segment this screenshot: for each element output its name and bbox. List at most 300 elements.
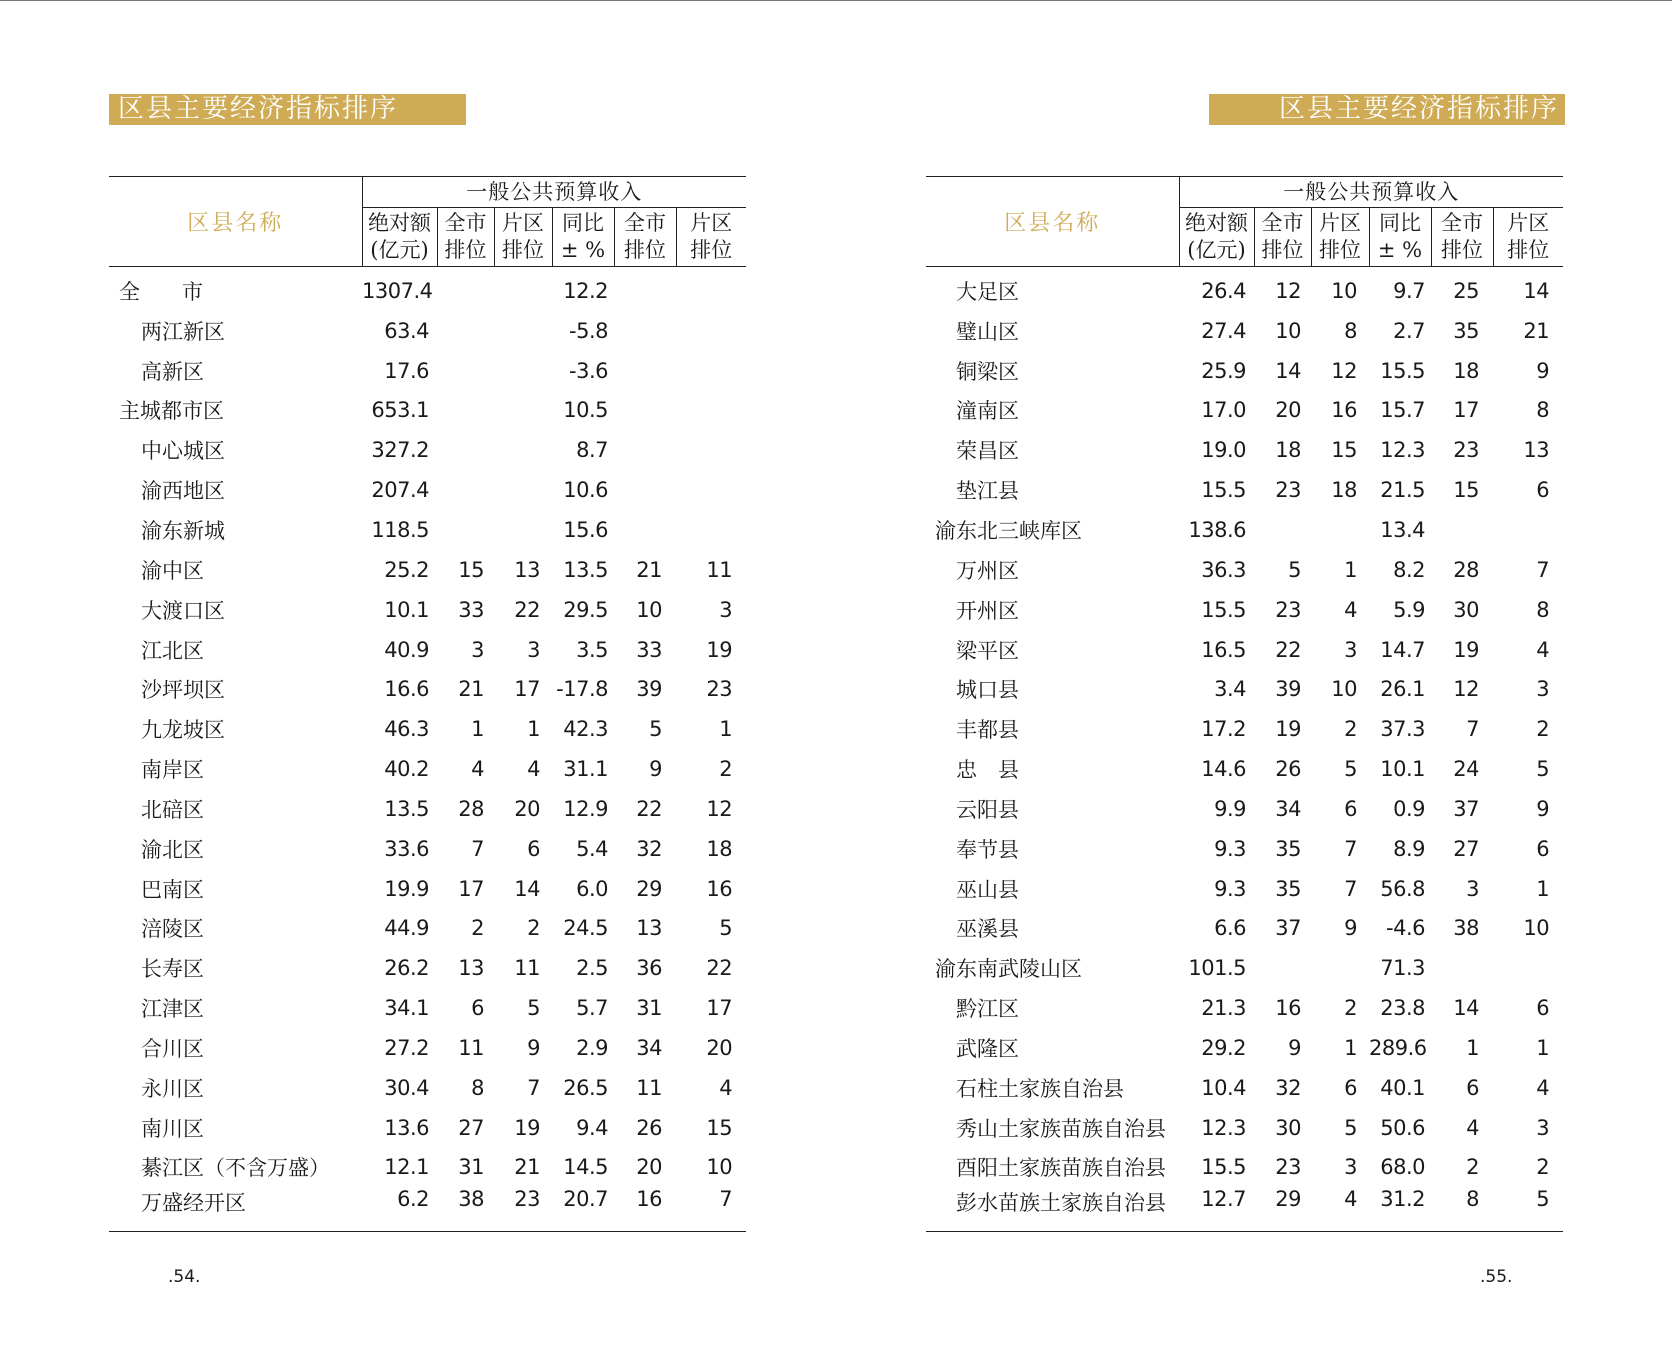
amount-cell: 27.2 <box>384 1035 429 1060</box>
yoy-pct-cell: 2.7 <box>1393 318 1425 343</box>
yoy-zone-rank-cell: 4 <box>1536 1075 1550 1100</box>
table-row <box>926 470 1563 510</box>
yoy-zone-rank-cell <box>1493 510 1563 550</box>
table-row <box>926 311 1563 351</box>
zone-rank-cell <box>1311 948 1369 988</box>
city-rank-cell: 27 <box>458 1115 484 1140</box>
yoy-pct-cell: -5.8 <box>569 318 608 343</box>
table-row <box>109 1187 746 1232</box>
zone-rank-cell: 18 <box>1331 478 1357 503</box>
yoy-city-rank-cell: 22 <box>636 796 662 821</box>
yoy-pct-cell: 20.7 <box>552 1187 614 1232</box>
city-rank-cell <box>437 351 494 391</box>
yoy-city-rank-cell: 17 <box>1453 398 1479 423</box>
amount-cell: 44.9 <box>384 916 429 941</box>
yoy-pct-cell: 10.1 <box>1380 757 1425 782</box>
amount-cell: 40.2 <box>384 757 429 782</box>
table-row <box>109 550 746 590</box>
city-rank-cell: 5 <box>1288 557 1301 582</box>
yoy-pct-cell: 2.5 <box>576 956 608 981</box>
column-header: 片区 排位 <box>676 208 746 267</box>
yoy-zone-rank-cell: 6 <box>1536 996 1550 1021</box>
district-name-cell: 南岸区 <box>141 758 204 783</box>
yoy-city-rank-cell <box>614 267 676 311</box>
yoy-city-rank-cell: 24 <box>1453 757 1479 782</box>
yoy-pct-cell: 26.1 <box>1380 677 1425 702</box>
yoy-pct-cell: 0.9 <box>1393 796 1425 821</box>
column-header: 同比 ± % <box>552 208 614 267</box>
amount-cell: 19.9 <box>384 876 429 901</box>
yoy-city-rank-cell: 5 <box>649 717 662 742</box>
amount-cell: 6.6 <box>1214 916 1246 941</box>
amount-cell: 1307.4 <box>362 278 433 303</box>
yoy-pct-cell: 13.4 <box>1380 517 1425 542</box>
yoy-zone-rank-cell <box>676 391 746 431</box>
yoy-zone-rank-cell: 13 <box>1523 438 1550 463</box>
city-rank-cell <box>437 470 494 510</box>
yoy-zone-rank-cell: 8 <box>1536 398 1550 423</box>
amount-cell: 40.9 <box>384 637 429 662</box>
yoy-zone-rank-cell: 9 <box>1536 358 1550 383</box>
city-rank-cell: 4 <box>471 757 484 782</box>
yoy-city-rank-cell: 10 <box>636 597 662 622</box>
yoy-city-rank-cell: 1 <box>1466 1035 1479 1060</box>
zone-rank-cell: 14 <box>514 876 540 901</box>
yoy-zone-rank-cell <box>676 430 746 470</box>
yoy-pct-cell: 71.3 <box>1380 956 1425 981</box>
amount-cell: 25.2 <box>384 557 429 582</box>
yoy-pct-cell: 12.9 <box>563 796 608 821</box>
yoy-zone-rank-cell: 7 <box>1536 557 1550 582</box>
zone-rank-cell: 17 <box>514 677 540 702</box>
zone-rank-cell: 6 <box>1344 1075 1357 1100</box>
table-row <box>926 909 1563 949</box>
table-row <box>926 988 1563 1028</box>
zone-rank-cell <box>494 311 552 351</box>
yoy-city-rank-cell: 14 <box>1453 996 1479 1021</box>
amount-cell: 36.3 <box>1201 557 1246 582</box>
city-rank-cell: 30 <box>1275 1115 1301 1140</box>
zone-rank-cell: 9 <box>1344 916 1357 941</box>
yoy-zone-rank-cell: 18 <box>706 836 733 861</box>
district-name-cell: 巴南区 <box>141 877 204 902</box>
yoy-pct-cell: 31.2 <box>1369 1187 1431 1232</box>
yoy-city-rank-cell: 18 <box>1453 358 1479 383</box>
table-row <box>109 391 746 431</box>
district-name-cell: 丰都县 <box>956 718 1019 743</box>
yoy-pct-cell: 12.3 <box>1380 438 1425 463</box>
district-name-cell: 荣昌区 <box>956 439 1019 464</box>
yoy-city-rank-cell: 29 <box>636 876 662 901</box>
amount-cell: 12.7 <box>1179 1187 1254 1232</box>
yoy-pct-cell: 8.9 <box>1393 836 1425 861</box>
district-name-cell: 江北区 <box>141 638 204 663</box>
zone-rank-cell: 20 <box>514 796 540 821</box>
table-row <box>926 267 1563 311</box>
yoy-city-rank-cell: 20 <box>636 1155 662 1180</box>
column-header: 片区 排位 <box>1311 208 1369 267</box>
yoy-zone-rank-cell: 2 <box>1536 717 1550 742</box>
zone-rank-cell: 6 <box>527 836 540 861</box>
amount-cell: 15.5 <box>1201 597 1246 622</box>
yoy-city-rank-cell <box>614 311 676 351</box>
zone-rank-cell <box>494 391 552 431</box>
yoy-city-rank-cell: 31 <box>636 996 662 1021</box>
table-row <box>109 630 746 670</box>
table-row <box>109 1068 746 1108</box>
district-name-cell: 万州区 <box>956 558 1019 583</box>
zone-rank-cell: 3 <box>527 637 540 662</box>
yoy-zone-rank-cell: 6 <box>1536 836 1550 861</box>
district-name-cell: 垫江县 <box>956 479 1019 504</box>
yoy-zone-rank-cell: 4 <box>1536 637 1550 662</box>
yoy-zone-rank-cell: 4 <box>719 1075 733 1100</box>
table-row <box>109 869 746 909</box>
city-rank-cell: 22 <box>1275 637 1301 662</box>
yoy-city-rank-cell: 11 <box>636 1075 662 1100</box>
yoy-city-rank-cell: 4 <box>1466 1115 1479 1140</box>
amount-cell: 14.6 <box>1201 757 1246 782</box>
city-rank-cell: 29 <box>1254 1187 1311 1232</box>
district-name-cell: 石柱土家族自治县 <box>956 1076 1124 1101</box>
yoy-pct-cell: 29.5 <box>563 597 608 622</box>
table-row <box>926 749 1563 789</box>
table-row <box>926 948 1563 988</box>
table-row <box>926 510 1563 550</box>
district-name-cell: 彭水苗族土家族自治县 <box>926 1187 1179 1232</box>
yoy-pct-cell: 42.3 <box>563 717 608 742</box>
city-rank-cell <box>437 311 494 351</box>
city-rank-cell: 6 <box>471 996 484 1021</box>
zone-rank-cell: 5 <box>1344 757 1357 782</box>
yoy-pct-cell: 12.2 <box>563 278 608 303</box>
name-column-header: 区县名称 <box>926 177 1179 267</box>
yoy-zone-rank-cell <box>1493 948 1563 988</box>
yoy-zone-rank-cell: 3 <box>719 597 733 622</box>
city-rank-cell: 31 <box>458 1155 484 1180</box>
city-rank-cell: 34 <box>1275 796 1301 821</box>
yoy-city-rank-cell: 36 <box>636 956 662 981</box>
yoy-zone-rank-cell: 3 <box>1536 1115 1550 1140</box>
yoy-zone-rank-cell: 1 <box>1536 876 1550 901</box>
amount-cell: 101.5 <box>1188 956 1246 981</box>
yoy-city-rank-cell: 27 <box>1453 836 1479 861</box>
table-row <box>109 789 746 829</box>
table-row <box>926 550 1563 590</box>
amount-cell: 12.3 <box>1201 1115 1246 1140</box>
table-row <box>926 709 1563 749</box>
city-rank-cell: 23 <box>1275 597 1301 622</box>
district-name-cell: 渝中区 <box>141 558 204 583</box>
zone-rank-cell <box>1311 510 1369 550</box>
district-name-cell: 璧山区 <box>956 319 1019 344</box>
yoy-zone-rank-cell: 2 <box>1536 1155 1550 1180</box>
yoy-zone-rank-cell: 5 <box>719 916 733 941</box>
amount-cell: 26.4 <box>1201 278 1246 303</box>
table-row <box>109 1108 746 1148</box>
amount-cell: 16.6 <box>384 677 429 702</box>
zone-rank-cell: 11 <box>514 956 540 981</box>
yoy-pct-cell: 10.6 <box>563 478 608 503</box>
column-header: 全市 排位 <box>1254 208 1311 267</box>
table-row <box>109 749 746 789</box>
yoy-zone-rank-cell: 5 <box>1536 757 1550 782</box>
district-name-cell: 忠 县 <box>956 758 1019 783</box>
city-rank-cell: 8 <box>471 1075 484 1100</box>
yoy-zone-rank-cell: 10 <box>706 1155 733 1180</box>
yoy-pct-cell: 14.7 <box>1380 637 1425 662</box>
district-name-cell: 綦江区（不含万盛） <box>141 1156 330 1181</box>
yoy-zone-rank-cell <box>676 470 746 510</box>
city-rank-cell: 32 <box>1275 1075 1301 1100</box>
yoy-zone-rank-cell: 6 <box>1536 478 1550 503</box>
yoy-pct-cell: 10.5 <box>563 398 608 423</box>
yoy-zone-rank-cell: 5 <box>1493 1187 1563 1232</box>
amount-cell: 13.5 <box>384 796 429 821</box>
district-name-cell: 沙坪坝区 <box>141 678 225 703</box>
district-name-cell: 渝东新城 <box>141 518 225 543</box>
yoy-city-rank-cell: 7 <box>1466 717 1479 742</box>
yoy-zone-rank-cell: 7 <box>676 1187 746 1232</box>
city-rank-cell: 13 <box>458 956 484 981</box>
yoy-city-rank-cell: 33 <box>636 637 662 662</box>
yoy-city-rank-cell: 23 <box>1453 438 1479 463</box>
right-ranking-table <box>926 176 1563 1232</box>
zone-rank-cell <box>494 510 552 550</box>
table-row <box>109 351 746 391</box>
table-row <box>109 709 746 749</box>
district-name-cell: 渝西地区 <box>141 479 225 504</box>
district-name-cell: 黔江区 <box>956 997 1019 1022</box>
table-row <box>109 909 746 949</box>
city-rank-cell: 17 <box>458 876 484 901</box>
yoy-pct-cell: 8.2 <box>1393 557 1425 582</box>
district-name-cell: 全 市 <box>119 279 203 304</box>
city-rank-cell: 35 <box>1275 876 1301 901</box>
amount-cell: 27.4 <box>1201 318 1246 343</box>
yoy-city-rank-cell: 25 <box>1453 278 1479 303</box>
yoy-zone-rank-cell: 16 <box>706 876 733 901</box>
yoy-city-rank-cell: 28 <box>1453 557 1479 582</box>
district-name-cell: 渝东北三峡库区 <box>935 518 1082 543</box>
district-name-cell: 长寿区 <box>141 957 204 982</box>
left-ranking-table <box>109 176 746 1232</box>
yoy-zone-rank-cell: 22 <box>706 956 733 981</box>
table-row <box>109 669 746 709</box>
zone-rank-cell: 2 <box>527 916 540 941</box>
zone-rank-cell: 6 <box>1344 796 1357 821</box>
yoy-pct-cell: 40.1 <box>1380 1075 1425 1100</box>
zone-rank-cell: 9 <box>527 1035 540 1060</box>
table-row <box>926 391 1563 431</box>
yoy-city-rank-cell <box>614 470 676 510</box>
city-rank-cell: 33 <box>458 597 484 622</box>
city-rank-cell: 7 <box>471 836 484 861</box>
yoy-pct-cell: 5.9 <box>1393 597 1425 622</box>
city-rank-cell: 26 <box>1275 757 1301 782</box>
amount-cell: 46.3 <box>384 717 429 742</box>
city-rank-cell <box>437 391 494 431</box>
zone-rank-cell: 3 <box>1344 1155 1357 1180</box>
city-rank-cell: 28 <box>458 796 484 821</box>
zone-rank-cell: 2 <box>1344 996 1357 1021</box>
city-rank-cell: 16 <box>1275 996 1301 1021</box>
district-name-cell: 两江新区 <box>141 319 225 344</box>
table-row <box>109 829 746 869</box>
zone-rank-cell: 5 <box>527 996 540 1021</box>
zone-rank-cell: 3 <box>1344 637 1357 662</box>
yoy-zone-rank-cell <box>676 311 746 351</box>
table-row <box>926 430 1563 470</box>
yoy-pct-cell: 9.4 <box>576 1115 608 1140</box>
yoy-city-rank-cell: 35 <box>1453 318 1479 343</box>
city-rank-cell: 35 <box>1275 836 1301 861</box>
name-column-header: 区县名称 <box>109 177 362 267</box>
table-row <box>926 630 1563 670</box>
table-row <box>109 1028 746 1068</box>
amount-cell: 12.1 <box>384 1155 429 1180</box>
yoy-pct-cell: 37.3 <box>1380 717 1425 742</box>
yoy-pct-cell: 31.1 <box>563 757 608 782</box>
amount-cell: 13.6 <box>384 1115 429 1140</box>
district-name-cell: 云阳县 <box>956 797 1019 822</box>
group-column-header: 一般公共预算收入 <box>1179 177 1563 208</box>
zone-rank-cell <box>494 470 552 510</box>
yoy-pct-cell: 9.7 <box>1393 278 1425 303</box>
amount-cell: 207.4 <box>371 478 429 503</box>
zone-rank-cell: 23 <box>494 1187 552 1232</box>
yoy-city-rank-cell: 12 <box>1453 677 1479 702</box>
yoy-zone-rank-cell: 1 <box>719 717 733 742</box>
yoy-zone-rank-cell: 20 <box>706 1035 733 1060</box>
amount-cell: 33.6 <box>384 836 429 861</box>
district-name-cell: 城口县 <box>956 678 1019 703</box>
table-row <box>109 510 746 550</box>
amount-cell: 17.2 <box>1201 717 1246 742</box>
zone-rank-cell: 15 <box>1331 438 1357 463</box>
city-rank-cell: 23 <box>1275 1155 1301 1180</box>
district-name-cell: 永川区 <box>141 1076 204 1101</box>
column-header: 全市 排位 <box>437 208 494 267</box>
city-rank-cell: 1 <box>471 717 484 742</box>
yoy-pct-cell: 56.8 <box>1380 876 1425 901</box>
zone-rank-cell: 10 <box>1331 677 1357 702</box>
city-rank-cell: 21 <box>458 677 484 702</box>
yoy-pct-cell: 15.5 <box>1380 358 1425 383</box>
city-rank-cell: 9 <box>1288 1035 1301 1060</box>
amount-cell: 25.9 <box>1201 358 1246 383</box>
yoy-pct-cell: 68.0 <box>1380 1155 1425 1180</box>
zone-rank-cell: 4 <box>527 757 540 782</box>
city-rank-cell: 14 <box>1275 358 1301 383</box>
city-rank-cell <box>437 430 494 470</box>
district-name-cell: 武隆区 <box>956 1036 1019 1061</box>
table-row <box>926 789 1563 829</box>
city-rank-cell <box>437 510 494 550</box>
zone-rank-cell <box>494 430 552 470</box>
amount-cell: 9.9 <box>1214 796 1246 821</box>
amount-cell: 19.0 <box>1201 438 1246 463</box>
yoy-city-rank-cell <box>1431 948 1493 988</box>
yoy-zone-rank-cell: 9 <box>1536 796 1550 821</box>
yoy-pct-cell: 15.7 <box>1380 398 1425 423</box>
column-header: 同比 ± % <box>1369 208 1431 267</box>
yoy-zone-rank-cell: 10 <box>1523 916 1550 941</box>
city-rank-cell: 10 <box>1275 318 1301 343</box>
district-name-cell: 高新区 <box>141 359 204 384</box>
yoy-pct-cell: 2.9 <box>576 1035 608 1060</box>
city-rank-cell: 19 <box>1275 717 1301 742</box>
city-rank-cell: 3 <box>471 637 484 662</box>
district-name-cell: 开州区 <box>956 598 1019 623</box>
yoy-pct-cell: 23.8 <box>1380 996 1425 1021</box>
yoy-zone-rank-cell: 19 <box>706 637 733 662</box>
amount-cell: 15.5 <box>1201 478 1246 503</box>
city-rank-cell <box>1254 948 1311 988</box>
table-row <box>926 1187 1563 1232</box>
table-row <box>109 311 746 351</box>
yoy-zone-rank-cell <box>676 351 746 391</box>
table-row <box>109 1148 746 1188</box>
table-row <box>109 590 746 630</box>
zone-rank-cell: 8 <box>1344 318 1357 343</box>
amount-cell: 15.5 <box>1201 1155 1246 1180</box>
right-table-body <box>926 267 1563 1232</box>
yoy-zone-rank-cell <box>676 267 746 311</box>
amount-cell: 10.1 <box>384 597 429 622</box>
amount-cell: 17.0 <box>1201 398 1246 423</box>
amount-cell: 26.2 <box>384 956 429 981</box>
amount-cell: 34.1 <box>384 996 429 1021</box>
city-rank-cell: 38 <box>437 1187 494 1232</box>
city-rank-cell: 20 <box>1275 398 1301 423</box>
district-name-cell: 渝北区 <box>141 837 204 862</box>
yoy-city-rank-cell: 9 <box>649 757 662 782</box>
city-rank-cell <box>1254 510 1311 550</box>
yoy-city-rank-cell: 3 <box>1466 876 1479 901</box>
zone-rank-cell: 1 <box>527 717 540 742</box>
yoy-zone-rank-cell: 12 <box>706 796 733 821</box>
city-rank-cell: 11 <box>458 1035 484 1060</box>
yoy-pct-cell: 289.6 <box>1369 1035 1427 1060</box>
district-name-cell: 大足区 <box>956 279 1019 304</box>
left-page-title: 区县主要经济指标排序 <box>109 94 466 125</box>
yoy-zone-rank-cell: 15 <box>706 1115 733 1140</box>
city-rank-cell: 12 <box>1275 278 1301 303</box>
right-page-title: 区县主要经济指标排序 <box>1209 94 1565 125</box>
amount-cell: 138.6 <box>1188 517 1246 542</box>
zone-rank-cell: 16 <box>1331 398 1357 423</box>
yoy-pct-cell: 15.6 <box>563 517 608 542</box>
yoy-pct-cell: 5.7 <box>576 996 608 1021</box>
table-row <box>926 1148 1563 1188</box>
zone-rank-cell: 1 <box>1344 557 1357 582</box>
yoy-zone-rank-cell: 21 <box>1523 318 1550 343</box>
column-header: 全市 排位 <box>614 208 676 267</box>
yoy-zone-rank-cell: 11 <box>706 557 733 582</box>
district-name-cell: 酉阳土家族苗族自治县 <box>956 1156 1166 1181</box>
amount-cell: 9.3 <box>1214 836 1246 861</box>
yoy-city-rank-cell: 8 <box>1431 1187 1493 1232</box>
city-rank-cell: 23 <box>1275 478 1301 503</box>
yoy-pct-cell: 14.5 <box>563 1155 608 1180</box>
yoy-city-rank-cell <box>1431 510 1493 550</box>
amount-cell: 327.2 <box>371 438 429 463</box>
district-name-cell: 渝东南武陵山区 <box>935 957 1082 982</box>
city-rank-cell: 2 <box>471 916 484 941</box>
yoy-pct-cell: -17.8 <box>556 677 608 702</box>
yoy-city-rank-cell: 39 <box>636 677 662 702</box>
